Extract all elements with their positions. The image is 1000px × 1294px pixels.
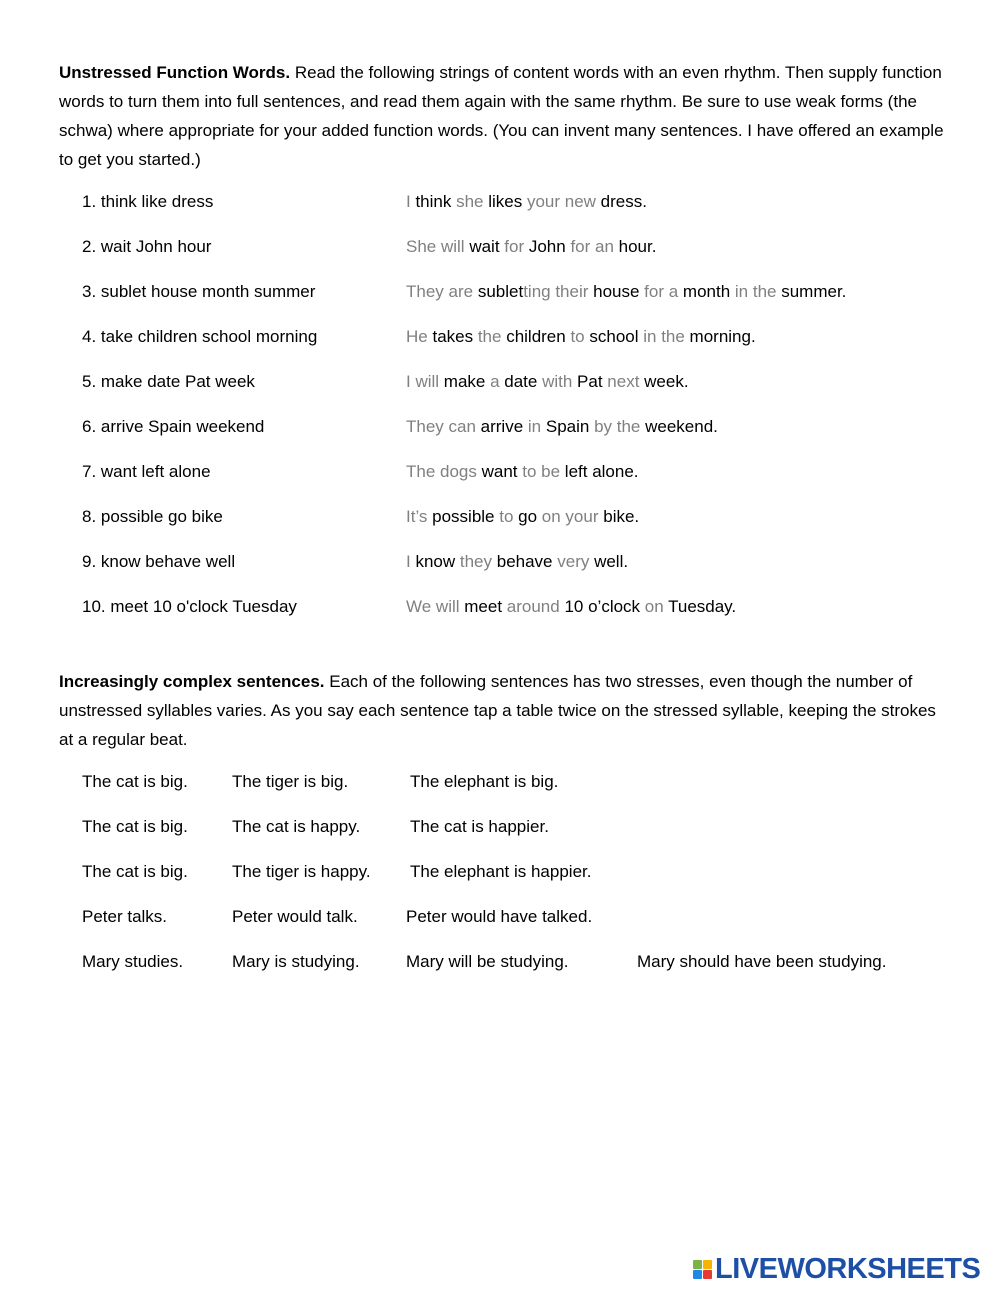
sentence-cell: The cat is big. — [82, 817, 188, 836]
sentence-cell: The cat is big. — [82, 772, 188, 791]
sentence-cell: The cat is big. — [82, 862, 188, 881]
content-word: date — [504, 372, 543, 391]
function-word: with — [542, 372, 578, 391]
content-word: well. — [594, 552, 629, 571]
content-word: sublet — [477, 282, 524, 301]
logo-mark-square — [703, 1270, 712, 1279]
sentence-cell: Mary is studying. — [232, 952, 360, 971]
exercise-prompt: 7. want left alone — [82, 462, 211, 481]
function-word: for an — [570, 237, 619, 256]
function-word: next — [607, 372, 645, 391]
function-word: to — [570, 327, 590, 346]
function-word: They can — [406, 417, 481, 436]
logo-mark-square — [693, 1270, 702, 1279]
content-word: know — [415, 552, 460, 571]
function-word: I will — [406, 372, 444, 391]
sentence-cell: Mary studies. — [82, 952, 184, 971]
content-word: arrive — [480, 417, 528, 436]
sentence-cell: The cat is happier. — [410, 817, 549, 836]
exercise-prompt: 1. think like dress — [82, 192, 214, 211]
content-word: house — [593, 282, 645, 301]
content-word: children — [506, 327, 571, 346]
sentence-cell: Peter would talk. — [232, 907, 358, 926]
exercise-answer — [406, 459, 639, 485]
content-word: Pat — [577, 372, 608, 391]
function-word: the — [477, 327, 507, 346]
logo-mark-square — [703, 1260, 712, 1269]
sentence-cell: The tiger is big. — [232, 772, 349, 791]
exercise-prompt: 4. take children school morning — [82, 327, 318, 346]
function-word: on — [644, 597, 669, 616]
section1-instructions: Read the following strings of content words with an even rhythm. Then supply function words to turn them into full sentences, and read them again with the same rhythm. Be sure to use weak forms (the schwa) where appropriate for your added function words. (You can invent many sentences. I have offered an example to get you started.) — [59, 63, 944, 169]
function-word: very — [557, 552, 595, 571]
exercise-prompt: 8. possible go bike — [82, 507, 223, 526]
exercise-prompt: 10. meet 10 o'clock Tuesday — [82, 597, 297, 616]
sentence-cell: The tiger is happy. — [232, 862, 371, 881]
content-word: behave — [496, 552, 558, 571]
sentence-cell: The cat is happy. — [232, 817, 361, 836]
function-word: The dogs — [406, 462, 482, 481]
content-word: wait — [469, 237, 505, 256]
content-word: Tuesday. — [668, 597, 737, 616]
exercise-answer — [406, 594, 736, 620]
function-word: ting their — [523, 282, 594, 301]
function-word: to — [499, 507, 519, 526]
exercise-prompt: 3. sublet house month summer — [82, 282, 316, 301]
section2-heading: Increasingly complex sentences. — [59, 672, 325, 691]
content-word: John — [528, 237, 571, 256]
function-word: they — [459, 552, 497, 571]
function-word: a — [490, 372, 505, 391]
liveworksheets-logo — [693, 1254, 980, 1284]
exercise-answer — [406, 234, 656, 260]
function-word: by the — [594, 417, 646, 436]
content-word: summer. — [781, 282, 847, 301]
section1-intro — [59, 58, 949, 174]
function-word: They are — [406, 282, 478, 301]
function-word: on your — [541, 507, 604, 526]
exercise-answer — [406, 369, 689, 395]
sentence-cell: The elephant is happier. — [410, 862, 592, 881]
exercise-prompt: 2. wait John hour — [82, 237, 212, 256]
content-word: go — [518, 507, 542, 526]
content-word: hour. — [618, 237, 657, 256]
content-word: likes — [488, 192, 527, 211]
exercise-prompt: 9. know behave well — [82, 552, 236, 571]
exercise-answer — [406, 549, 628, 575]
exercise-prompt: 6. arrive Spain weekend — [82, 417, 265, 436]
content-word: left alone. — [564, 462, 639, 481]
content-word: dress. — [600, 192, 647, 211]
section2-instructions: Each of the following sentences has two stresses, even though the number of unstressed syllables varies. As you say each sentence tap a table twice on the stressed syllable, keeping the strokes at a regular beat. — [59, 672, 936, 749]
content-word: month — [682, 282, 735, 301]
function-word: I — [406, 552, 416, 571]
content-word: want — [481, 462, 523, 481]
sentence-cell: Mary should have been studying. — [637, 952, 887, 971]
exercise-answer — [406, 279, 846, 305]
function-word: in the — [643, 327, 690, 346]
content-word: school — [589, 327, 644, 346]
content-word: takes — [432, 327, 478, 346]
content-word: meet — [464, 597, 507, 616]
function-word: to be — [522, 462, 565, 481]
content-word: bike. — [603, 507, 640, 526]
content-word: Spain — [545, 417, 595, 436]
logo-mark-square — [693, 1260, 702, 1269]
function-word: in — [527, 417, 546, 436]
exercise-answer — [406, 504, 639, 530]
content-word: possible — [432, 507, 500, 526]
exercise-answer — [406, 189, 647, 215]
function-word: She will — [406, 237, 470, 256]
function-word: she — [456, 192, 489, 211]
function-word: for — [504, 237, 529, 256]
section2-intro — [59, 667, 949, 754]
function-word: around — [506, 597, 565, 616]
content-word: think — [415, 192, 457, 211]
content-word: morning. — [689, 327, 756, 346]
function-word: in the — [734, 282, 782, 301]
content-word: weekend. — [645, 417, 718, 436]
section1-heading: Unstressed Function Words. — [59, 63, 291, 82]
function-word: It’s — [406, 507, 433, 526]
liveworksheets-logo-icon — [693, 1260, 712, 1279]
exercise-answer — [406, 324, 756, 350]
function-word: He — [406, 327, 433, 346]
content-word: week. — [644, 372, 689, 391]
function-word: your new — [526, 192, 601, 211]
logo-text: LIVEWORKSHEETS — [715, 1252, 981, 1285]
sentence-cell: The elephant is big. — [410, 772, 559, 791]
function-word: We will — [406, 597, 465, 616]
function-word: for a — [644, 282, 683, 301]
content-word: 10 o’clock — [564, 597, 645, 616]
sentence-cell: Peter would have talked. — [406, 907, 593, 926]
sentence-cell: Peter talks. — [82, 907, 168, 926]
exercise-answer — [406, 414, 718, 440]
content-word: make — [443, 372, 491, 391]
exercise-prompt: 5. make date Pat week — [82, 372, 255, 391]
function-word: I — [406, 192, 416, 211]
sentence-cell: Mary will be studying. — [406, 952, 569, 971]
